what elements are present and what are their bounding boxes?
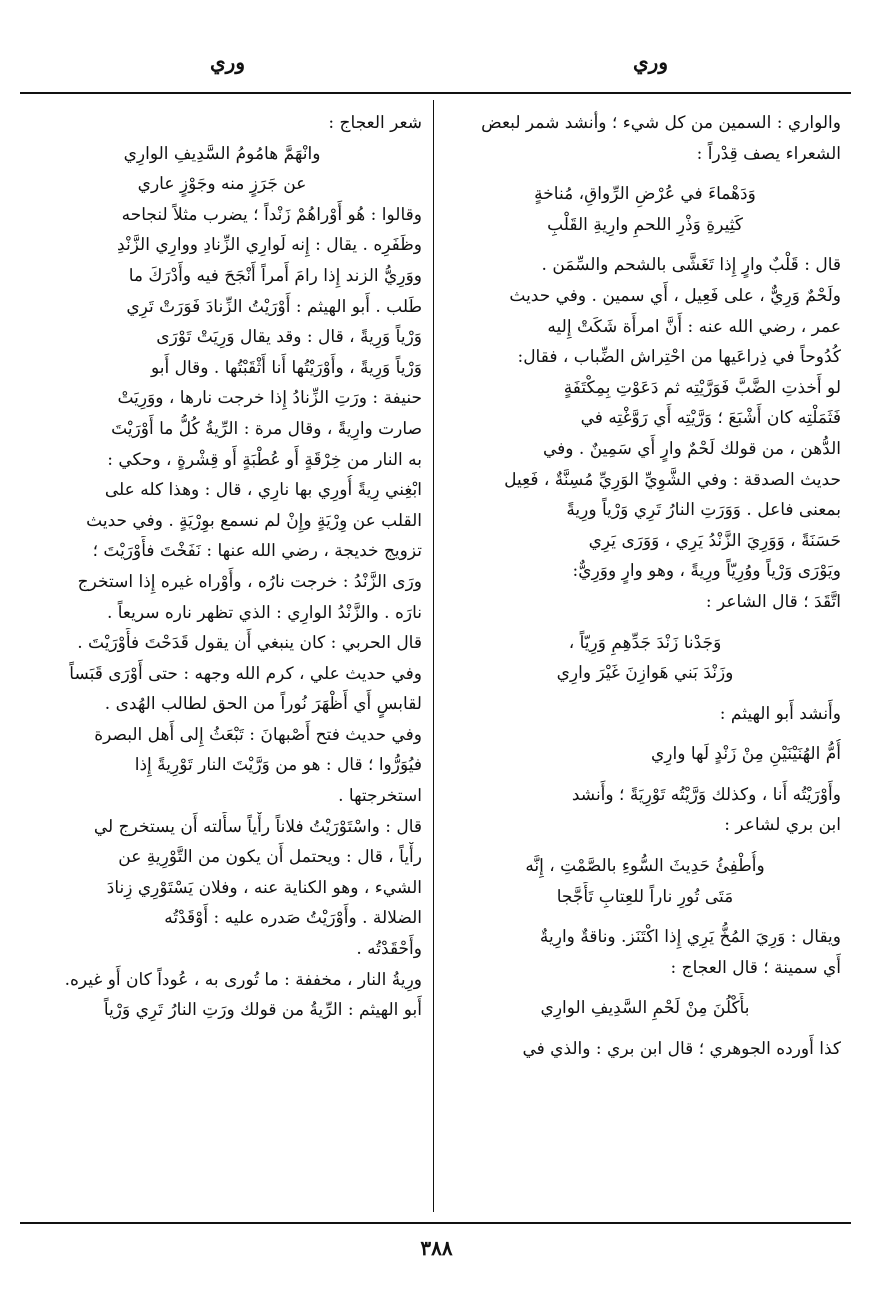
text-line: والواري : السمين من كل شيء ؛ وأنشد شمر لبعض — [481, 113, 841, 133]
text-line: اتَّقَدَ ؛ قال الشاعر : — [705, 591, 841, 612]
text-line: ابن بري لشاعر : — [724, 815, 841, 836]
text-line: حديث الصدقة : وفي الشَّوِيِّ الوَرِيِّ مُسِنَّةٌ ، فَعِيل — [504, 469, 841, 490]
text-line: أَبو الهيثم : الرِّيةُ من قولك ورَتِ النارُ تَرِي وَرْياً — [103, 1000, 422, 1021]
text-line: وَرْياً وَرِيةً ، وأَوْرَيْتُها أَنا أَثْقَبْتُها . وقال أَبو — [150, 357, 422, 378]
text-line: الضلالة . وأَوْرَيْتُ صَدره عليه : أَوْقَدْتُه — [164, 908, 422, 929]
text-line: فيُوَرُّوا ؛ قال : هو من وَرَّيْتَ النار تَوْرِيةً إِذا — [134, 755, 422, 776]
text-line: به النار من خِرْقَةٍ أَو عُطْبَةٍ أَو قِشْرةٍ ، وحكي : — [107, 449, 422, 470]
header-rule — [20, 92, 851, 94]
text-line: ابْغِني رِيةً أُورِي بها نارِي ، قال : وهذا كله على — [104, 480, 422, 501]
right-column — [449, 108, 841, 1208]
text-line: ويَوْرَى وَرْياً ووُرِيّاً ورِيةً ، وهو وارٍ ووَرِيٌّ: — [572, 561, 841, 582]
text-line: عمر ، رضي الله عنه : أَنَّ امرأَة شَكَتْ إِليه — [547, 316, 841, 337]
text-line: بمعنى فاعل . وَوَرَتِ النارُ تَرِي وَرْياً ورِيةً — [566, 500, 841, 521]
text-line — [449, 983, 841, 993]
text-line — [449, 729, 841, 739]
text-line: حنيفة : ورَتِ الزِّنادُ إِذا خرجت نارها ، ووَرِيَتْ — [117, 388, 422, 409]
text-line — [449, 1024, 841, 1034]
text-line: نارَه . والزَّنْدُ الوارِي : الذي تظهر ناره سريعاً . — [106, 602, 422, 623]
text-line: طَلب . أَبو الهيثم : أَوْرَيْتُ الزِّنادَ فَوَرَتْ تَرِي — [126, 296, 422, 317]
text-line: ويقال : وَرِيَ المُخُّ يَرِي إِذا اكْتَنَز. وناقةٌ وارِيةٌ — [539, 927, 841, 948]
text-line: وفي حديث علي ، كرم الله وجهه : حتى أَوْرَى قَبَساً — [69, 663, 422, 684]
verse-line: وَدَهْماءَ في عُرْضِ الرِّواقِ، مُناخةٍ — [534, 184, 756, 205]
verse-line — [449, 770, 841, 780]
page-number: ٣٨٨ — [420, 1236, 453, 1260]
text-line: ورَى الزَّنْدُ : خرجت نارُه ، وأَوْراه غيره إِذا استخرج — [77, 571, 422, 592]
text-line: فَثَمَلْتِه كان أَشْبَعَ ؛ وَرَّيْتِه أَي رَوَّغْتِه في — [580, 408, 841, 429]
text-line: القلب عن وِرْيَةٍ وإِنْ لم نسمع بوِرْيَةٍ . وفي حديث — [86, 510, 422, 531]
verse-line: عن جَرَزٍ منه وجَوْزٍ عاري — [137, 174, 307, 195]
running-head-right: وري — [633, 50, 668, 74]
text-line: استخرجتها . — [338, 786, 422, 807]
text-line: حَسَنَةً ، وَوَرِيَ الزَّنْدُ يَرِي ، وَوَرَى يَرِي — [588, 530, 841, 551]
text-line — [449, 618, 841, 628]
text-line: ولَحْمٌ وَرِيٌّ ، على فَعِيل ، أَي سمين . وفي حديث — [509, 285, 841, 306]
text-line: وأَحْقَدْتُه . — [356, 939, 422, 960]
verse-line: كَثِيرةِ وَذْرِ اللحمِ وارِيةِ القَلْبِ — [547, 214, 743, 235]
text-line: كذا أَورده الجوهري ؛ قال ابن بري : والذي في — [522, 1039, 841, 1060]
text-line: وأَوْرَيْتُه أَنا ، وكذلك وَرَّيْتُه تَوْرِيَةً ؛ وأَنشد — [571, 784, 841, 805]
verse-line: وزَنْدَ بَني هَوازِنَ غَيْرَ وارِي — [556, 663, 734, 684]
text-line: وَرْياً وَرِيةً ، قال : وقد يقال وَرِيَتْ تَوْرَى — [156, 327, 422, 348]
text-line: شعر العجاج : — [328, 113, 422, 133]
verse-line: وَجَدْنا زَنْدَ جَدِّهِمِ وَرِيّاً ، — [568, 632, 722, 653]
text-line — [449, 841, 841, 851]
text-line: وقالوا : هُو أَوْراهُمْ زَنْداً ؛ يضرب مثلاً لنجاحه — [121, 204, 422, 225]
text-line: الشعراء يصف قِدْراً : — [696, 143, 841, 164]
text-line: الشيء ، وهو الكناية عنه ، وفلان يَسْتَوْرِي زِنادَ — [106, 877, 422, 898]
text-line: أُمُّ الهُنَيْنَيْنِ مِنْ زَنْدٍ لَها وارِي — [650, 744, 841, 765]
text-line: قال : واسْتَوْرَيْتُ فلاناً رأْياً سأَلته أَن يستخرج لي — [93, 816, 422, 837]
text-line: قال : قَلْبٌ وارٍ إِذا تَغَشَّى بالشحم والسِّمَن . — [541, 255, 841, 276]
text-line: صارت وارِيةً ، وقال مرة : الرِّيةُ كُلُّ ما أَوْرَيْتَ — [111, 418, 422, 439]
footer-rule — [20, 1222, 851, 1224]
text-line — [449, 912, 841, 922]
text-line — [449, 169, 841, 179]
text-line: وفي حديث فتح أَصْبهانَ : تَبْعَثُ إِلى أَهل البصرة — [94, 724, 422, 745]
text-line — [449, 689, 841, 699]
text-line: كُدُوحاً في ذِراعَيها من احْتِراش الضِّباب ، فقال: — [517, 347, 841, 368]
text-line: الدُّهن ، من قولك لَحْمٌ وارٍ أَي سَمِينٌ . وفي — [542, 438, 841, 459]
verse-line: وانْهَمَّ هامُومُ السَّدِيفِ الوارِي — [123, 143, 321, 164]
text-line: رأْياً ، قال : ويحتمل أَن يكون من التَّوْرِيةِ عن — [118, 847, 422, 868]
verse-line: وأُطْفِئُ حَدِيثَ السُّوءِ بالصَّمْتِ ، إِنَّه — [525, 856, 765, 877]
text-line: ورِيةُ النار ، مخففة : ما تُورى به ، عُوداً كان أَو غيره. — [64, 969, 422, 990]
column-divider — [433, 100, 434, 1212]
text-line: أَي سمينة ؛ قال العجاج : — [670, 957, 841, 978]
text-line: لو أَخذتِ الضَّبَّ فَوَرَّيْتِه ثم دَعَوْتِ بِمِكْتَفَةٍ — [563, 377, 841, 398]
text-line: وظَفَرِه . يقال : إِنه لَوارِي الزِّنادِ ووارِي الزَّنْدِ — [117, 235, 422, 256]
text-line — [449, 240, 841, 250]
verse-line: بأَكْلُنَ مِنْ لَحْمِ السَّدِيفِ الوارِي — [540, 998, 750, 1019]
text-line: تزويج خديجة ، رضي الله عنها : نَفَخْتَ فأَوْرَيْتَ ؛ — [92, 541, 422, 562]
text-line: قال الحربي : كان ينبغي أَن يقول قَدَحْتَ فأَوْرَيْتَ . — [77, 633, 422, 654]
text-line: ووَرِيُّ الزند إِذا رامَ أَمراً أَنْجَحَ فيه وأَدْرَكَ ما — [128, 265, 422, 286]
verse-line: مَتَى تُورِ ناراً للعِتابِ تَأَجَّجا — [556, 886, 734, 907]
text-line: وأَنشد أَبو الهيثم : — [719, 703, 841, 724]
text-line: لقابسٍ أَي أَظْهَرَ نُوراً من الحق لطالب الهُدى . — [104, 694, 422, 715]
left-column — [22, 108, 422, 1208]
running-head-left: وري — [210, 50, 245, 74]
